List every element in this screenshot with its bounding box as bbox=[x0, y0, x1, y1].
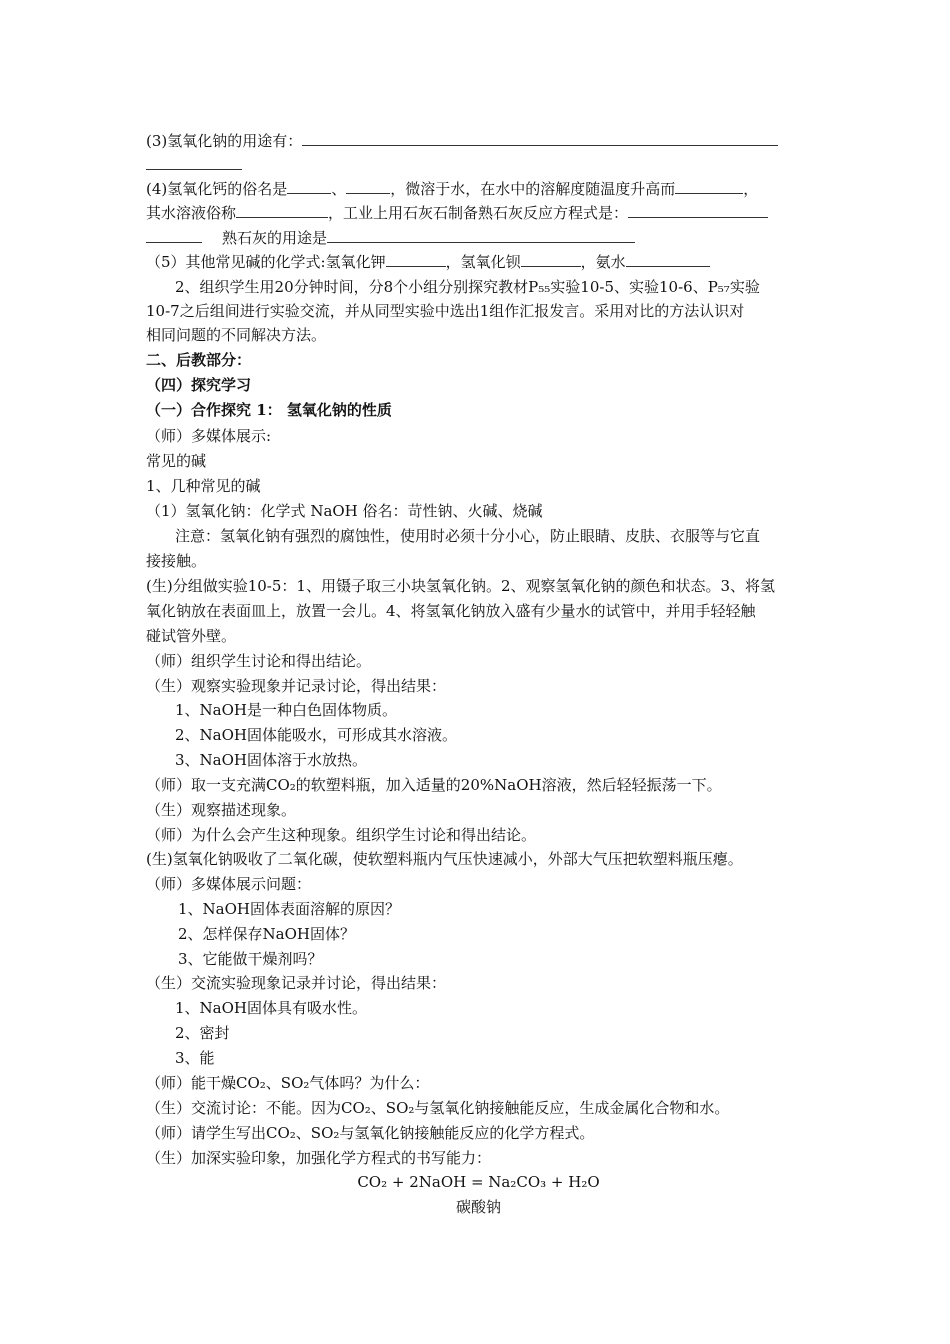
text-line: 2、怎样保存NaOH固体？ bbox=[178, 925, 355, 943]
text-line: 碰试管外壁。 bbox=[146, 627, 237, 645]
caoh-label: (4)氢氧化钙的俗名是 bbox=[146, 180, 288, 198]
text-line: （师）多媒体展示: bbox=[146, 427, 272, 445]
equation-label: ，工业上用石灰石制备熟石灰反应方程式是： bbox=[328, 204, 629, 222]
text-line: (生)分组做实验10-5：1、用镊子取三小块氢氧化钠。2、观察氢氧化钠的颜色和状态。3、将氢 bbox=[146, 577, 776, 595]
line-limewater bbox=[146, 201, 811, 225]
text-line: （师）取一支充满CO₂的软塑料瓶，加入适量的20%NaOH溶液，然后轻轻振荡一下。 bbox=[146, 776, 722, 794]
text-line: 3、它能做干燥剂吗？ bbox=[178, 950, 323, 968]
blank-solution-name bbox=[236, 201, 328, 218]
paragraph-line: 2、组织学生用20分钟时间，分8个小组分别探究教材P₅₅实验10-5、实验10-6、P₅₇实验 bbox=[175, 278, 760, 296]
text-line: 氧化钠放在表面皿上，放置一会儿。4、将氢氧化钠放入盛有少量水的试管中，并用手轻轻触 bbox=[146, 602, 756, 620]
text-line: （师）请学生写出CO₂、SO₂与氢氧化钠接触能反应的化学方程式。 bbox=[146, 1124, 595, 1142]
text-line: （生）观察描述现象。 bbox=[146, 801, 297, 819]
lime-uses-label: 熟石灰的用途是 bbox=[222, 229, 328, 247]
text-line: 3、能 bbox=[175, 1049, 215, 1067]
ammonia-label: ，氨水 bbox=[580, 253, 626, 271]
line-other-bases bbox=[146, 250, 811, 274]
section-heading: 二、后教部分： bbox=[146, 351, 252, 369]
text-line: 1、NaOH是一种白色固体物质。 bbox=[175, 701, 397, 719]
equation-product-label: 碳酸钠 bbox=[455, 1198, 501, 1216]
text-line: 常见的碱 bbox=[146, 452, 207, 470]
solution-name-label: 其水溶液俗称 bbox=[146, 204, 237, 222]
paragraph-line: 10-7之后组间进行实验交流，并从同型实验中选出1组作汇报发言。采用对比的方法认识对 bbox=[146, 302, 745, 320]
blank-solubility bbox=[675, 177, 743, 194]
text-line: （生）观察实验现象并记录讨论，得出结果： bbox=[146, 677, 447, 695]
text-line: 1、NaOH固体表面溶解的原因？ bbox=[178, 900, 400, 918]
text-line: 注意：氢氧化钠有强烈的腐蚀性，使用时必须十分小心，防止眼睛、皮肤、衣服等与它直 bbox=[175, 527, 761, 545]
text-line: 1、NaOH固体具有吸水性。 bbox=[175, 999, 367, 1017]
text-line: 接接触。 bbox=[146, 552, 207, 570]
text-line: （师）能干燥CO₂、SO₂气体吗？为什么： bbox=[146, 1074, 430, 1092]
blank-equation-cont bbox=[146, 226, 202, 243]
text-line: 2、密封 bbox=[175, 1024, 230, 1042]
blank-koh bbox=[386, 250, 446, 267]
chemical-equation: CO₂ + 2NaOH = Na₂CO₃ + H₂O bbox=[357, 1173, 600, 1191]
blank-equation bbox=[628, 201, 768, 218]
text-line: （师）多媒体展示问题： bbox=[146, 875, 312, 893]
text-line: 1、几种常见的碱 bbox=[146, 477, 261, 495]
text-line: (生)氢氧化钠吸收了二氧化碳，使软塑料瓶内气压快速减小，外部大气压把软塑料瓶压瘪。 bbox=[146, 850, 743, 868]
line-naoh-uses bbox=[146, 129, 811, 153]
blank-common-name-2 bbox=[346, 177, 390, 194]
blank-naoh-uses-cont bbox=[146, 153, 242, 170]
line-caoh-name bbox=[146, 177, 811, 201]
naoh-uses-label: (3)氢氧化钠的用途有： bbox=[146, 132, 303, 150]
subsection-heading: （四）探究学习 bbox=[146, 376, 252, 394]
blank-common-name-1 bbox=[287, 177, 331, 194]
baoh-label: ，氢氧化钡 bbox=[445, 253, 521, 271]
text-line: （师）为什么会产生这种现象。组织学生讨论和得出结论。 bbox=[146, 826, 537, 844]
text-line: 2、NaOH固体能吸水，可形成其水溶液。 bbox=[175, 726, 457, 744]
line-lime-uses bbox=[146, 226, 811, 250]
blank-lime-uses bbox=[327, 226, 635, 243]
text-line: （生）加深实验印象，加强化学方程式的书写能力： bbox=[146, 1149, 492, 1167]
koh-label: （5）其他常见碱的化学式:氢氧化钾 bbox=[146, 253, 386, 271]
blank-ammonia bbox=[626, 250, 710, 267]
blank-naoh-uses bbox=[302, 129, 778, 146]
text-line: 3、NaOH固体溶于水放热。 bbox=[175, 751, 367, 769]
text-line: （生）交流实验现象记录并讨论，得出结果： bbox=[146, 974, 447, 992]
text-line: （生）交流讨论：不能。因为CO₂、SO₂与氢氧化钠接触能反应，生成金属化合物和水。 bbox=[146, 1099, 730, 1117]
line-blank-cont bbox=[146, 153, 811, 177]
text-line: （师）组织学生讨论和得出结论。 bbox=[146, 652, 372, 670]
topic-heading: （一）合作探究 1： 氢氧化钠的性质 bbox=[146, 401, 392, 419]
comma: ， bbox=[743, 180, 759, 198]
paragraph-line: 相同问题的不同解决方法。 bbox=[146, 326, 327, 344]
sep: 、 bbox=[331, 180, 347, 198]
blank-baoh bbox=[521, 250, 581, 267]
text-line: （1）氢氧化钠：化学式 NaOH 俗名：苛性钠、火碱、烧碱 bbox=[146, 502, 543, 520]
solubility-text: ，微溶于水，在水中的溶解度随温度升高而 bbox=[390, 180, 676, 198]
